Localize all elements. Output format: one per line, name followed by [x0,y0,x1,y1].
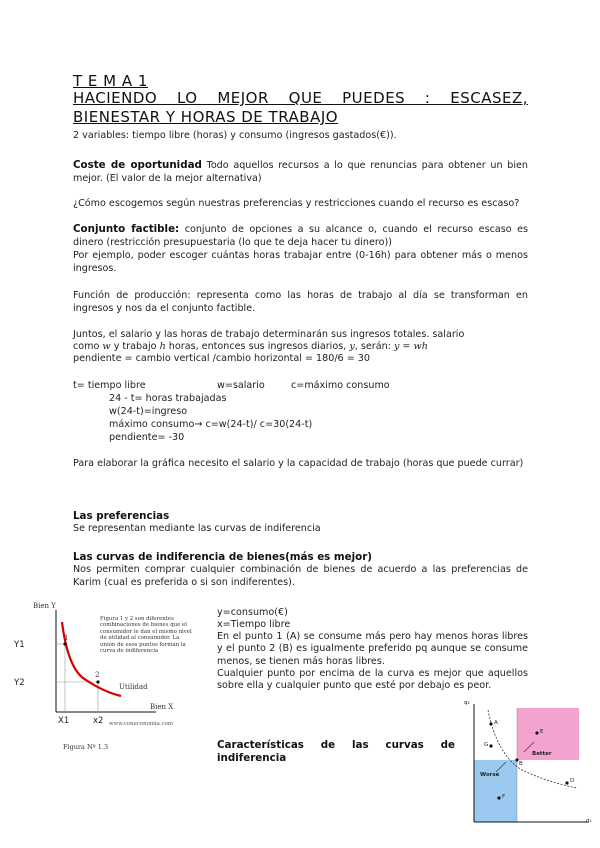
grafica-paragraph: Para elaborar la gráfica necesito el salario y la capacidad de trabajo (horas que puede currar) [73,458,524,469]
conjunto-paragraph [73,223,528,249]
preferencias-heading: Las preferencias [73,510,170,522]
ejemplo-paragraph: Por ejemplo, poder escoger cuántas horas trabajar entre (0-16h) para obtener más o menos ingresos. [73,250,528,274]
fig2-point-g [489,744,492,747]
fig1-url: www.coneconomia.com [109,721,173,727]
fig2-a-label: A [494,720,498,726]
var-w: w [102,341,111,352]
tema-label: T E M A 1 [73,72,148,90]
page-title-line1: HACIENDO LO MEJOR QUE PUEDES : ESCASEZ, [73,89,528,107]
preferencias-text: Se representan mediante las curvas de indiferencia [73,523,321,534]
fig1-caption: Figura 1 y 2 son diferentes combinaciones de bienes que el consumidor le dan el mismo nivel de utilidad al consumidor. La unión de esos puntos forman la curva de indiferencia [100,616,192,655]
fig1-point-1 [63,642,66,645]
coste-term: Coste de oportunidad [73,159,202,171]
def-c: c=máximo consumo [291,380,390,391]
fig1-y1-label: Y1 [14,640,25,650]
juntos-text-c: horas, entonces sus ingresos diarios, [165,341,350,352]
def-pend: pendiente= -30 [109,432,185,443]
fig1-y2-label: Y2 [14,678,25,688]
fig1-point-2 [96,680,99,683]
juntos-text-a: como [73,341,103,352]
curvas-heading: Las curvas de indiferencia de bienes(más es mejor) [73,551,372,563]
pendiente-line: pendiente = cambio vertical /cambio horizontal = 180/6 = 30 [73,353,370,364]
page-title-line2: BIENESTAR Y HORAS DE TRABAJO [73,108,339,126]
def-maximo: máximo consumo→ c=w(24-t)/ c=30(24-t) [109,419,313,430]
explain-p2: Cualquier punto por encima de la curva es mejor que aquellos sobre ella y cualquier punto que esté por debajo es peor. [217,668,528,692]
fig2-g-label: G [484,742,489,748]
def-horas: 24 - t= horas trabajadas [109,393,227,404]
fig2-d-label: D [570,778,575,784]
caract-heading: Características de las curvas de indiferencia [217,739,455,764]
explain-l2: x=Tiempo libre [217,619,291,630]
juntos-line1: Juntos, el salario y las horas de trabajo determinarán sus ingresos totales. salario [73,329,465,340]
explain-l1: y=consumo(€) [217,607,288,618]
formula-y-wh: y = wh [393,341,428,352]
fig2-better-label: Better [532,751,552,757]
coste-text: Todo aquellos recursos a lo que renuncias para obtener un bien mejor. (El valor de la mejor alternativa) [73,160,528,184]
produccion-paragraph: Función de producción: representa como las horas de trabajo al día se transforman en ingresos y nos da el conjunto factible. [73,290,528,314]
fig2-worse-region [474,760,517,822]
fig2-q2-label: q₂ [464,700,470,706]
fig2-q1-label: q₁ [586,818,592,824]
fig1-number: Figura Nº 1.3 [63,743,109,751]
juntos-text-d: , serán: [354,341,394,352]
fig1-curve-label: Utilidad [119,683,148,691]
def-t: t= tiempo libre [73,380,146,391]
conjunto-term: Conjunto factible: [73,223,180,235]
intro-text: 2 variables: tiempo libre (horas) y consumo (ingresos gastados(€)). [73,130,397,141]
conjunto-text: conjunto de opciones a su alcance o, cuando el recurso escaso es dinero (restricción presupuestaria (lo que te deja hacer tu dinero)) [73,224,529,248]
var-y: y [349,341,355,352]
fig1-x1-label: X1 [58,716,70,726]
fig2-point-f [497,796,500,799]
fig2-point-e [535,731,538,734]
fig2-f-label: F [502,794,506,800]
fig1-y-axis-label: Bien Y [33,602,56,610]
fig1-point-2-label: 2 [95,671,100,679]
curvas-text: Nos permiten comprar cualquier combinación de bienes de acuerdo a las preferencias de Karim (cual es preferida o si son indiferentes). [73,564,528,588]
fig2-point-a [489,722,492,725]
escoger-question: ¿Cómo escogemos según nuestras preferencias y restricciones cuando el recurso es escaso? [73,198,520,209]
def-w: w=salario [217,380,265,391]
coste-paragraph [73,159,528,185]
juntos-text-b: y trabajo [110,341,160,352]
fig1-x-axis-label: Bien X [150,703,174,711]
figure2-container [462,700,596,826]
fig2-worse-label: Worse [480,772,500,778]
def-ingreso: w(24-t)=ingreso [109,406,188,417]
figure1-container [6,600,210,760]
figure2-graph [462,700,596,826]
fig2-b-label: B [519,761,523,767]
explain-p: En el punto 1 (A) se consume más pero hay menos horas libres y el punto 2 (B) es igualmente preferido pq aunque se consume menos, se tienen más horas libres. [217,631,528,667]
var-h: h [159,341,166,352]
juntos-line2 [73,341,528,354]
fig2-e-label: E [540,729,544,735]
fig2-point-d [565,781,568,784]
fig1-x2-label: x2 [93,716,104,726]
fig1-point-1-label: 1 [64,634,69,642]
